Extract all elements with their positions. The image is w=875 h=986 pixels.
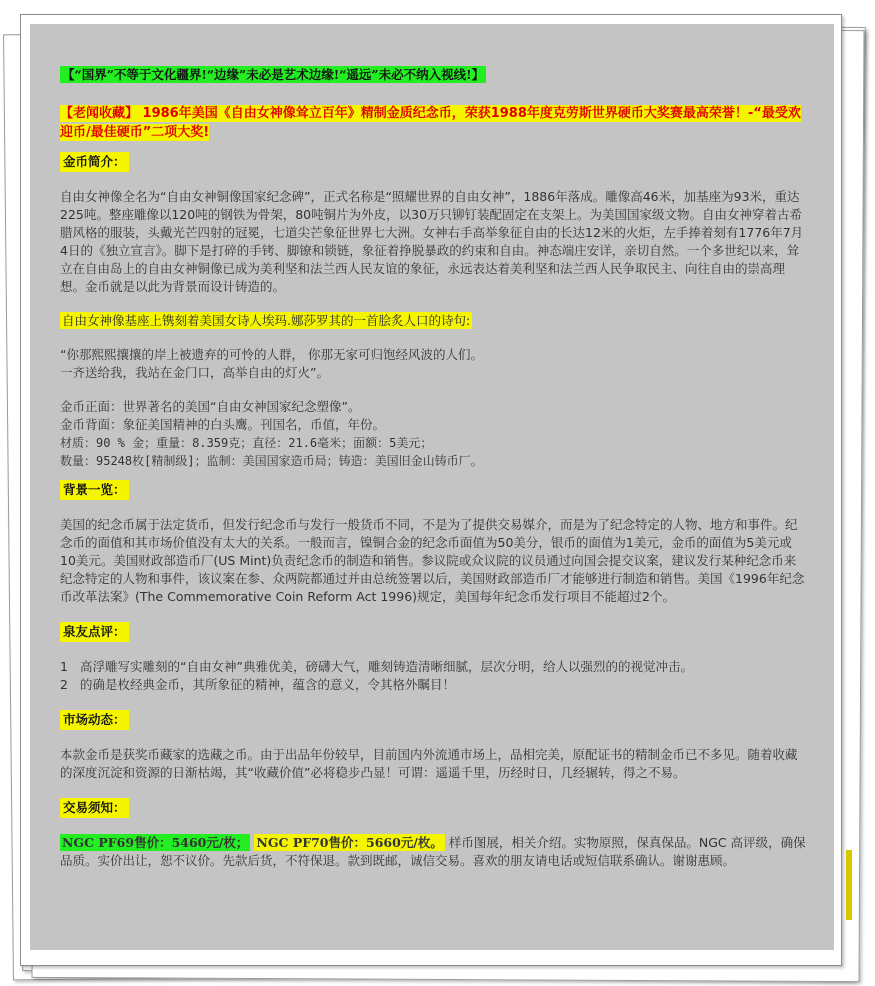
intro-title: 金币简介： <box>60 152 129 172</box>
headline <box>60 104 806 142</box>
coin-mintage: 数量：95248枚[精制级]；监制：美国国家造币局；铸造：美国旧金山铸币厂。 <box>60 454 483 468</box>
poem-intro <box>60 312 806 330</box>
market-section-title <box>60 710 806 730</box>
market-title: 市场动态： <box>60 710 129 730</box>
trade-paragraph <box>60 834 806 870</box>
price-pf70: NGC PF70售价：5660元/枚。 <box>256 835 443 850</box>
trade-title: 交易须知： <box>60 798 129 818</box>
coin-obverse: 金币正面：世界著名的美国“自由女神国家纪念塑像”。 <box>60 399 361 414</box>
paper-edge-accent <box>846 850 852 920</box>
trade-section-title <box>60 798 806 818</box>
review-item <box>60 658 806 676</box>
intro-paragraph: 自由女神像全名为“自由女神铜像国家纪念碑”，正式名称是“照耀世界的自由女神”，1886年落成。雕像高46米，加基座为93米，重达225吨。整座雕像以120吨的钢铁为骨架，80吨铜片为外皮，以30万只铆钉装配固定在支架上。为美国国家级文物。自由女神穿着古希腊风格的服装，头戴光芒四射的冠冕，七道尖芒象征世界七大洲。女神右手高举象征自由的长达12米的火炬，左手捧着刻有1776年7月4日的《独立宣言》。脚下是打碎的手铐、脚镣和锁链，象征着挣脱暴政的约束和自由。神态端庄安详，亲切自然。一个多世纪以来，耸立在自由岛上的自由女神铜像已成为美利坚和法兰西人民友谊的象征，永远表达着美利坚和法兰西人民争取民主、向往自由的崇高理想。金币就是以此为背景而设计铸造的。 <box>60 189 804 294</box>
headline-text: 【老闻收藏】 1986年美国《自由女神像耸立百年》精制金质纪念币，荣获1988年度克劳斯世界硬币大奖赛最高荣誉！-“最受欢迎币/最佳硬币”二项大奖! <box>60 106 801 140</box>
coin-specs: 材质：90 % 金；重量：8.359克；直径：21.6毫米；面额：5美元； <box>60 436 433 450</box>
banner-text: 【“国界”不等于文化疆界!“边缘”未必是艺术边缘!“遥远”未必不纳入视线!】 <box>62 67 485 82</box>
review-item-text: 的确是枚经典金币，其所象征的精神，蕴含的意义，令其格外瞩目！ <box>80 677 456 692</box>
banner <box>60 66 806 84</box>
price-pf69: NGC PF69售价：5460元/枚； <box>62 835 249 850</box>
review-item-text: 高浮雕写实雕刻的“自由女神”典雅优美，磅礴大气，雕刻铸造清晰细腻，层次分明，给人以强烈的的视觉冲击。 <box>80 659 693 674</box>
document-content <box>30 24 834 950</box>
coin-reverse: 金币背面：象征美国精神的白头鹰。刊国名，币值，年份。 <box>60 417 386 432</box>
background-section-title <box>60 480 806 500</box>
intro-section-title <box>60 152 806 172</box>
review-section-title <box>60 622 806 642</box>
trade-notice: 样币图展，相关介绍。实物原照，保真保品。NGC 高评级，确保品质。实价出让，恕不议价。先款后货，不符保退。款到既邮，诚信交易。喜欢的朋友请电话或短信联系确认。谢谢惠顾。 <box>60 835 806 868</box>
background-title: 背景一览： <box>60 480 129 500</box>
poem-intro-text: 自由女神像基座上镌刻着美国女诗人埃玛.娜莎罗其的一首脍炙人口的诗句: <box>62 313 471 328</box>
review-item-number: 2 <box>60 677 68 692</box>
review-item <box>60 676 806 694</box>
review-item-number: 1 <box>60 659 68 674</box>
background-paragraph: 美国的纪念币属于法定货币，但发行纪念币与发行一般货币不同，不是为了提供交易媒介，而是为了纪念特定的人物、地方和事件。纪念币的面值和其市场价值没有太大的关系。一般而言，镍铜合金的纪念币面值为50美分，银币的面值为1美元，金币的面值为5美元或10美元。美国财政部造币厂(US Mint)负责纪念币的制造和销售。参议院或众议院的议员通过向国会提交议案，建议发行某种纪念币来纪念特定的人物和事件，该议案在参、众两院都通过并由总统签署以后，美国财政部造币厂才能够进行制造和销售。美国《1996年纪念币改革法案》(The Commemorative Coin Reform Act 1996)规定，美国每年纪念币发行项目不能超过2个。 <box>60 517 805 604</box>
review-title: 泉友点评： <box>60 622 129 642</box>
poem-line-2: 一齐送给我，我站在金门口，高举自由的灯火”。 <box>60 365 329 380</box>
poem-line-1: “你那熙熙攘攘的岸上被遗弃的可怜的人群， 你那无家可归饱经风波的人们。 <box>60 347 483 362</box>
market-paragraph: 本款金币是获奖币藏家的选藏之币。由于出品年份较早，目前国内外流通市场上，品相完美，原配证书的精制金币已不多见。随着收藏的深度沉淀和资源的日渐枯竭，其“收藏价值”必将稳步凸显！可谓：遥遥千里，历经时日，几经辗转，得之不易。 <box>60 747 798 780</box>
